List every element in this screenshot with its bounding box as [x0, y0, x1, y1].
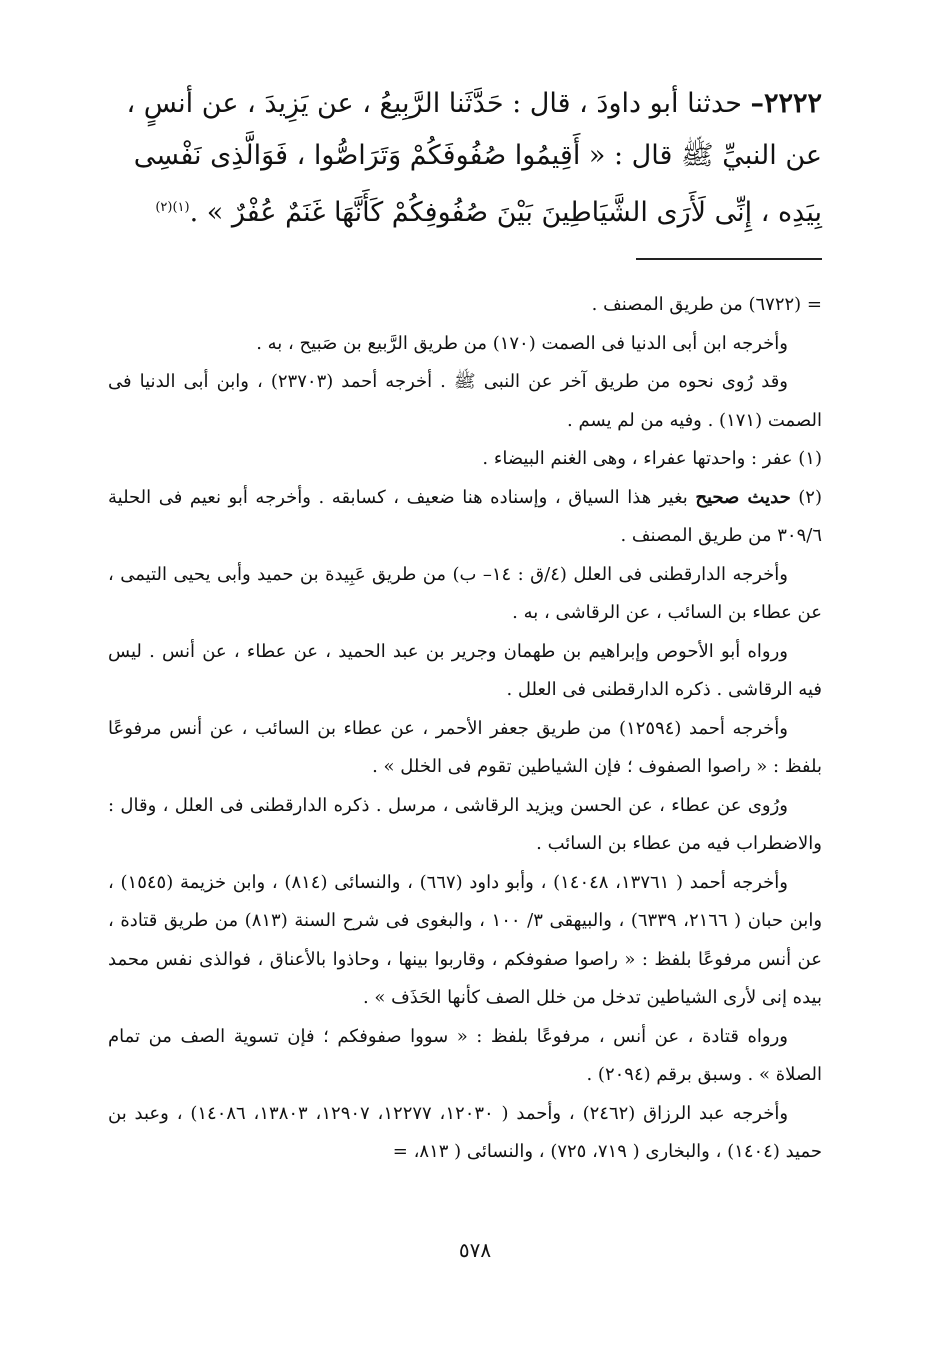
footnote-2-text: بغير هذا السياق ، وإسناده هنا ضعيف ، كسابقه . وأخرجه أبو نعيم فى الحلية ٣٠٩/٦ من طريق المصنف . [108, 486, 822, 546]
footnote-ref-1: (١) [172, 200, 190, 215]
note-line: ورواه قتادة ، عن أنس ، مرفوعًا بلفظ : « سووا صفوفكم ؛ فإن تسوية الصف من تمام الصلاة » . وسبق برقم (٢٠٩٤) . [108, 1025, 822, 1085]
hadith-text: حدثنا أبو داودَ ، قال : حَدَّثَنا الرَّبِيعُ ، عن يَزِيدَ ، عن أنسٍ ، عن النبيِّ ﷺ قال : « أَقِيمُوا صُفُوفَكُمْ وَتَرَاصُّوا ، فَوَالَّذِى نَفْسِى بِيَدِه ، إِنِّى لَأَرَى الشَّيَاطِينَ بَيْنَ صُفُوفِكُمْ كَأَنَّهَا غَنَمٌ عُفْرٌ » . [126, 88, 822, 228]
note-line: وأخرجه الدارقطنى فى العلل (٤/ق : ١٤– ب) من طريق عَبِيدة بن حميد وأبى يحيى التيمى ، عن عطاء بن السائب ، عن الرقاشى ، به . [108, 563, 822, 623]
footnote-1: (١) عفر : واحدتها عفراء ، وهى الغنم البيضاء . [482, 448, 822, 469]
footnote-2-grade: حديث صحيح [695, 486, 791, 508]
footnote-2 [108, 479, 822, 556]
page-number: ٥٧٨ [458, 1238, 492, 1262]
note-line: وأخرجه عبد الرزاق (٢٤٦٢) ، وأحمد ( ١٢٠٣٠، ١٢٢٧٧، ١٢٩٠٧، ١٣٨٠٣، ١٤٠٨٦) ، وعبد بن حميد (١٤٠٤) ، والبخارى ( ٧١٩، ٧٢٥) ، والنسائى ( ٨١٣، = [108, 1102, 822, 1162]
footnotes [108, 286, 822, 1172]
note-line: وأخرجه أحمد ( ١٣٧٦١، ١٤٠٤٨) ، وأبو داود (٦٦٧) ، والنسائى (٨١٤) ، وابن خزيمة (١٥٤٥) ، وابن حبان ( ٢١٦٦، ٦٣٣٩) ، والبيهقى ٣/ ١٠٠ ، والبغوى فى شرح السنة (٨١٣) من طريق قتادة ، عن أنس مرفوعًا بلفظ : « راصوا صفوفكم ، وقاربوا بينها ، وحاذوا بالأعناق ، فوالذى نفس محمد بيده إنى لأرى الشياطين تدخل من خلل الصف كأنها الحَذَف » . [108, 871, 823, 1008]
footnote-2-prefix: (٢) [790, 486, 822, 508]
footnote-separator [636, 258, 822, 260]
note-line: وأخرجه ابن أبى الدنيا فى الصمت (١٧٠) من طريق الرَّبيع بن صَبيح ، به . [256, 332, 788, 354]
hadith-paragraph [108, 78, 822, 239]
note-line: = (٦٧٢٢) من طريق المصنف . [591, 294, 822, 315]
note-line: وأخرجه أحمد (١٢٥٩٤) من طريق جعفر الأحمر ، عن عطاء بن السائب ، عن أنس مرفوعًا بلفظ : « راصوا الصفوف ؛ فإن الشياطين تقوم فى الخلل » . [108, 717, 822, 777]
note-line: ورُوى عن عطاء ، عن الحسن ويزيد الرقاشى ، مرسل . ذكره الدارقطنى فى العلل ، وقال : والاضطراب فيه من عطاء بن السائب . [108, 794, 822, 854]
main-text [108, 78, 822, 239]
footnote-ref-2: (٢) [155, 200, 173, 215]
note-line: ورواه أبو الأحوص وإبراهيم بن طهمان وجرير بن عبد الحميد ، عن عطاء ، عن أنس . ليس فيه الرقاشى . ذكره الدارقطنى فى العلل . [108, 640, 822, 700]
hadith-number: ٢٢٢٢– [750, 88, 822, 119]
note-line: وقد رُوى نحوه من طريق آخر عن النبى ﷺ . أخرجه أحمد (٢٣٧٠٣) ، وابن أبى الدنيا فى الصمت (١٧١) . وفيه من لم يسم . [108, 371, 822, 431]
